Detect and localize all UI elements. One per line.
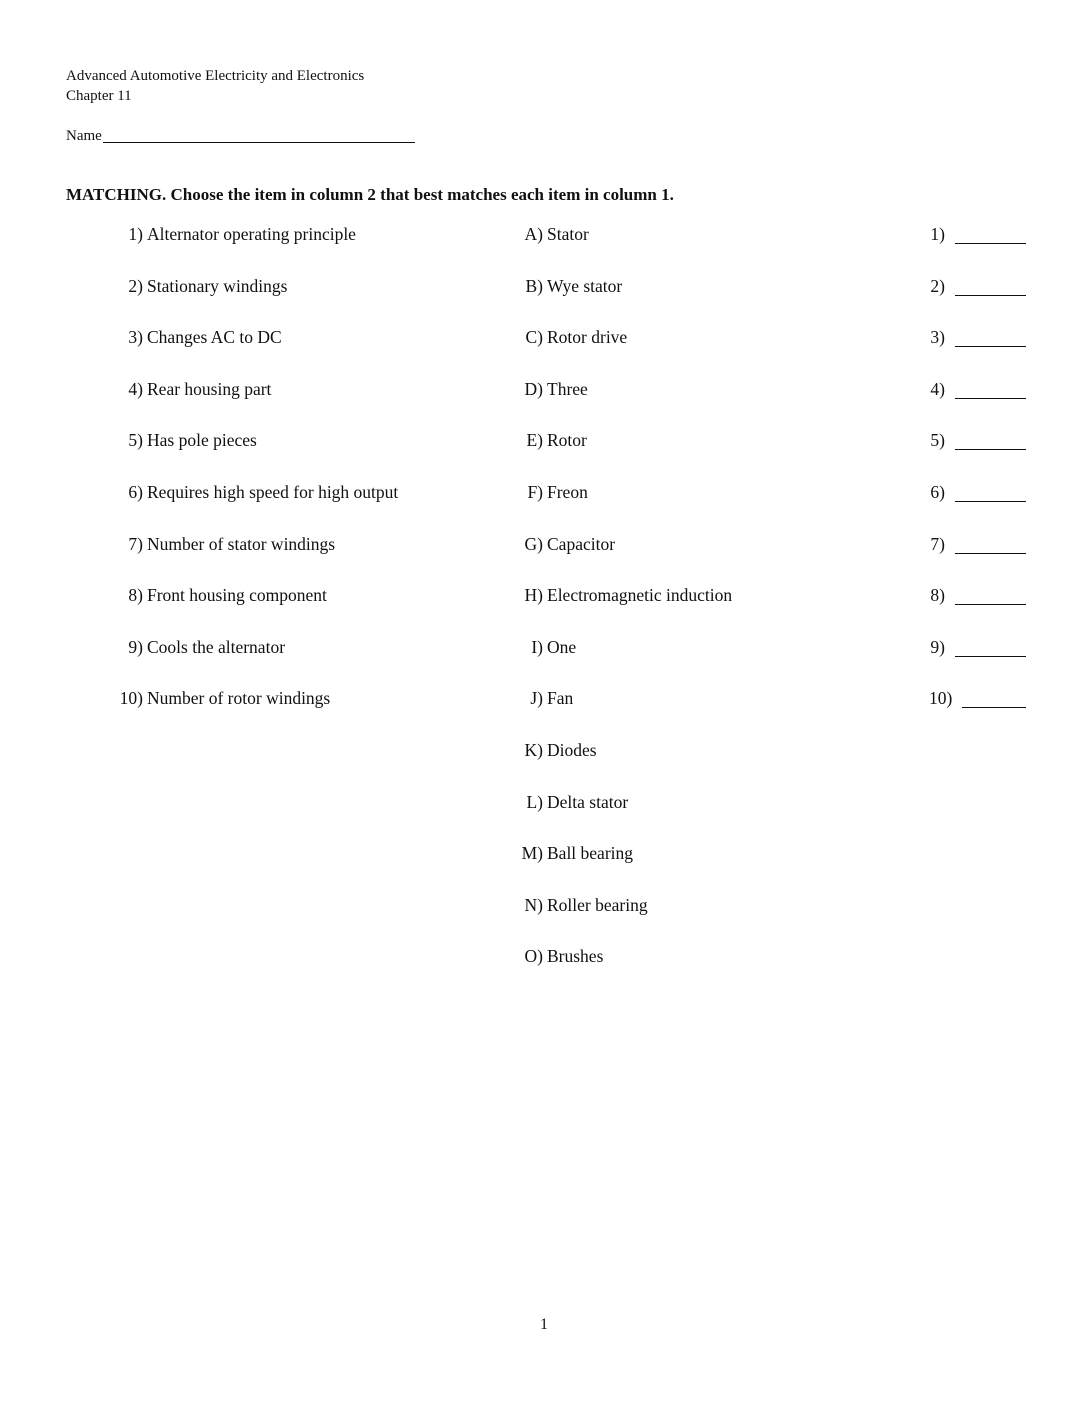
choice-item bbox=[521, 843, 634, 864]
choice-letter: B) bbox=[525, 275, 543, 296]
choice-letter: E) bbox=[526, 430, 543, 451]
term-text: Number of rotor windings bbox=[147, 688, 331, 709]
choice-text: Stator bbox=[547, 224, 589, 244]
choice-text: Diodes bbox=[547, 740, 597, 760]
term-text: Alternator operating principle bbox=[147, 224, 356, 244]
term-number: 8) bbox=[128, 585, 143, 606]
answer-blank[interactable] bbox=[955, 398, 1026, 399]
choice-text: One bbox=[547, 636, 577, 657]
choice-text: Three bbox=[547, 378, 588, 399]
term-number: 2) bbox=[128, 275, 143, 296]
choice-item bbox=[526, 791, 629, 812]
term-number: 10) bbox=[119, 688, 143, 709]
choice-letter: N) bbox=[524, 894, 543, 915]
choice-letter: C) bbox=[525, 327, 543, 348]
term-item bbox=[128, 430, 257, 451]
answer-number: 3) bbox=[930, 327, 945, 348]
answer-blank[interactable] bbox=[955, 295, 1026, 296]
term-text: Stationary windings bbox=[147, 275, 288, 296]
choice-text: Rotor drive bbox=[547, 327, 628, 348]
choice-text: Delta stator bbox=[547, 791, 629, 812]
choice-letter: F) bbox=[527, 482, 543, 502]
choice-item bbox=[524, 378, 588, 399]
term-item bbox=[128, 224, 356, 244]
answer-blank[interactable] bbox=[955, 243, 1026, 244]
choice-text: Rotor bbox=[547, 430, 587, 451]
answer-blank[interactable] bbox=[962, 707, 1026, 708]
choice-letter: G) bbox=[524, 533, 543, 554]
name-row bbox=[66, 125, 415, 145]
answer-blank[interactable] bbox=[955, 656, 1026, 657]
answer-number: 4) bbox=[930, 378, 945, 399]
choice-item bbox=[525, 327, 628, 348]
term-number: 1) bbox=[128, 224, 143, 244]
choice-letter: L) bbox=[526, 791, 543, 812]
term-number: 7) bbox=[128, 533, 143, 554]
term-text: Front housing component bbox=[147, 585, 327, 606]
term-number: 6) bbox=[128, 482, 143, 502]
choice-text: Electromagnetic induction bbox=[547, 585, 733, 606]
choice-text: Fan bbox=[547, 688, 574, 709]
choice-letter: D) bbox=[524, 378, 543, 399]
choice-text: Brushes bbox=[547, 946, 604, 967]
answer-number: 1) bbox=[930, 224, 945, 244]
term-number: 4) bbox=[128, 378, 143, 399]
answer-blank[interactable] bbox=[955, 449, 1026, 450]
term-number: 5) bbox=[128, 430, 143, 451]
term-number: 9) bbox=[128, 636, 143, 657]
answer-blank[interactable] bbox=[955, 501, 1026, 502]
choice-item bbox=[524, 224, 589, 244]
choice-letter: O) bbox=[524, 946, 543, 967]
choice-item bbox=[524, 894, 648, 915]
choice-item bbox=[530, 688, 574, 709]
choice-text: Roller bearing bbox=[547, 894, 648, 915]
term-text: Requires high speed for high output bbox=[147, 482, 399, 502]
choice-text: Ball bearing bbox=[547, 843, 634, 864]
answer-blank[interactable] bbox=[955, 604, 1026, 605]
term-item bbox=[128, 585, 327, 606]
term-item bbox=[128, 636, 286, 657]
name-label: Name bbox=[66, 128, 102, 144]
answer-blank[interactable] bbox=[955, 346, 1026, 347]
term-text: Has pole pieces bbox=[147, 430, 257, 451]
choice-letter: A) bbox=[524, 224, 543, 244]
term-item bbox=[128, 275, 288, 296]
chapter-label: Chapter 11 bbox=[66, 88, 132, 104]
term-item bbox=[128, 327, 282, 348]
answer-number: 6) bbox=[930, 482, 945, 502]
answer-number: 10) bbox=[929, 688, 953, 709]
choice-text: Freon bbox=[547, 482, 588, 502]
choice-item bbox=[525, 275, 623, 296]
answer-number: 8) bbox=[930, 585, 945, 606]
choice-item bbox=[524, 585, 733, 606]
term-item bbox=[128, 378, 272, 399]
choice-text: Capacitor bbox=[547, 533, 616, 554]
choice-letter: M) bbox=[521, 843, 543, 864]
name-field-line[interactable] bbox=[103, 141, 415, 143]
term-text: Number of stator windings bbox=[147, 533, 336, 554]
choice-item bbox=[524, 946, 604, 967]
term-number: 3) bbox=[128, 327, 143, 348]
course-title: Advanced Automotive Electricity and Electronics bbox=[66, 68, 365, 84]
answer-number: 5) bbox=[930, 430, 945, 451]
page-number: 1 bbox=[540, 1316, 548, 1333]
term-item bbox=[119, 688, 331, 709]
choice-letter: K) bbox=[524, 740, 543, 760]
choice-letter: H) bbox=[524, 585, 543, 606]
answer-number: 2) bbox=[930, 275, 945, 296]
term-text: Rear housing part bbox=[147, 378, 272, 399]
choice-item bbox=[531, 636, 577, 657]
term-text: Changes AC to DC bbox=[147, 327, 282, 348]
choice-item bbox=[526, 430, 587, 451]
answer-number: 7) bbox=[930, 533, 945, 554]
choice-item bbox=[524, 533, 616, 554]
answer-number: 9) bbox=[930, 636, 945, 657]
choice-letter: I) bbox=[531, 636, 543, 657]
term-item bbox=[128, 533, 336, 554]
term-item bbox=[128, 482, 399, 502]
instructions: MATCHING. Choose the item in column 2 that best matches each item in column 1. bbox=[66, 185, 674, 204]
choice-letter: J) bbox=[530, 688, 543, 709]
answer-blank[interactable] bbox=[955, 553, 1026, 554]
choice-text: Wye stator bbox=[547, 275, 623, 296]
choice-item bbox=[527, 482, 588, 502]
term-text: Cools the alternator bbox=[147, 636, 286, 657]
choice-item bbox=[524, 740, 597, 760]
